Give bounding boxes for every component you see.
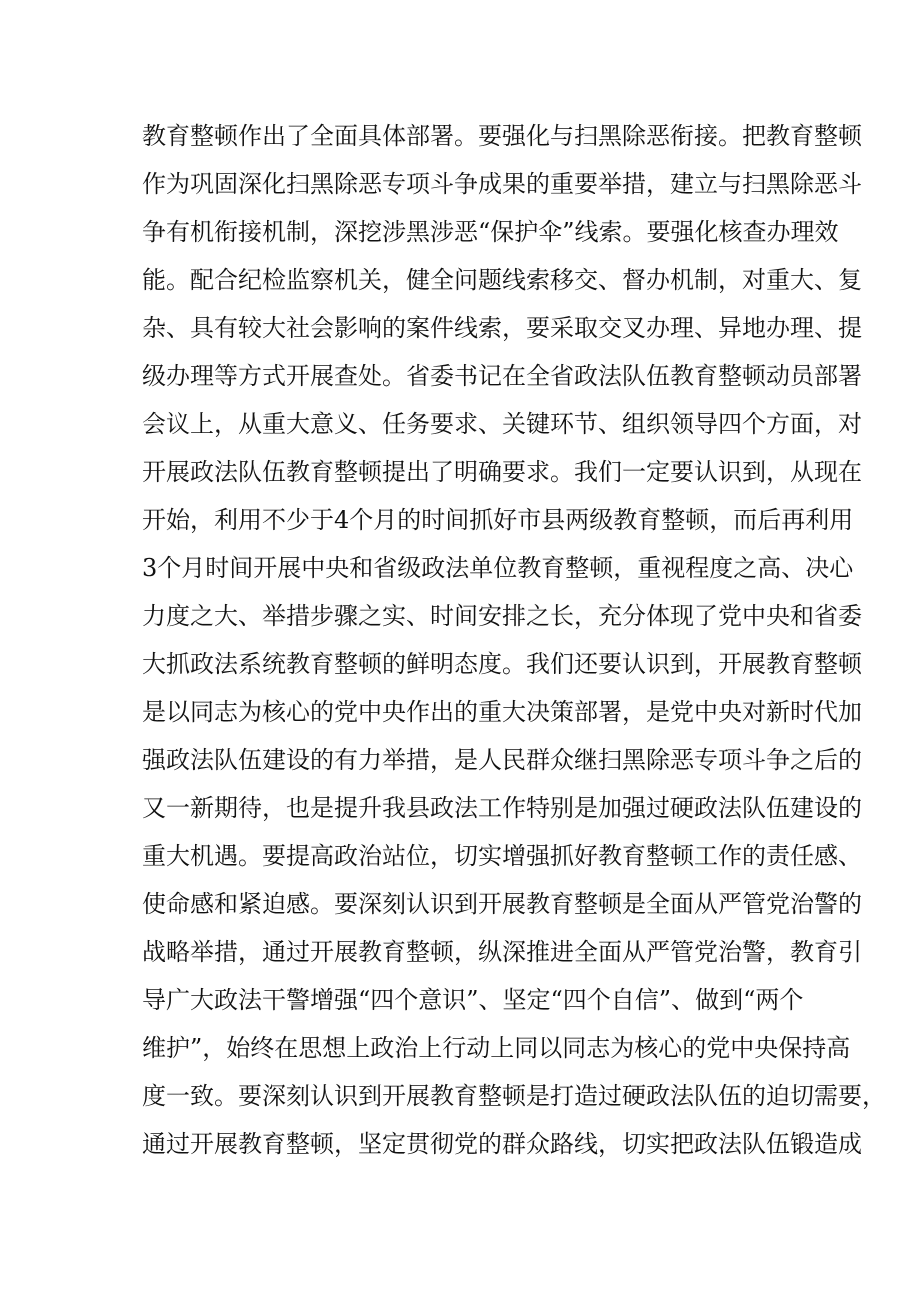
text-line-9: 开始，利用不少于4个月的时间抓好市县两级教育整顿，而后再利用 <box>142 506 854 534</box>
text-line-22: 通过开展教育整顿，坚定贯彻党的群众路线，切实把政法队伍锻造成 <box>142 1130 862 1158</box>
text-line-5: 杂、具有较大社会影响的案件线索，要采取交叉办理、异地办理、提 <box>142 314 862 342</box>
text-line-3: 争有机衔接机制，深挖涉黑涉恶“保护伞”线索。要强化核查办理效 <box>142 218 839 246</box>
text-line-14: 强政法队伍建设的有力举措，是人民群众继扫黑除恶专项斗争之后的 <box>142 746 862 774</box>
text-line-17: 使命感和紧迫感。要深刻认识到开展教育整顿是全面从严管党治警的 <box>142 890 862 918</box>
text-line-13: 是以同志为核心的党中央作出的重大决策部署，是党中央对新时代加 <box>142 698 862 726</box>
text-line-12: 大抓政法系统教育整顿的鲜明态度。我们还要认识到，开展教育整顿 <box>142 650 862 678</box>
text-line-15: 又一新期待，也是提升我县政法工作特别是加强过硬政法队伍建设的 <box>142 794 862 822</box>
text-line-1: 教育整顿作出了全面具体部署。要强化与扫黑除恶衔接。把教育整顿 <box>142 122 862 150</box>
text-line-10: 3个月时间开展中央和省级政法单位教育整顿，重视程度之高、决心 <box>142 554 854 582</box>
text-line-18: 战略举措，通过开展教育整顿，纵深推进全面从严管党治警，教育引 <box>142 938 862 966</box>
text-line-8: 开展政法队伍教育整顿提出了明确要求。我们一定要认识到，从现在 <box>142 458 862 486</box>
text-line-4: 能。配合纪检监察机关，健全问题线索移交、督办机制，对重大、复 <box>142 266 862 294</box>
text-line-16: 重大机遇。要提高政治站位，切实增强抓好教育整顿工作的责任感、 <box>142 842 862 870</box>
text-line-6: 级办理等方式开展查处。省委书记在全省政法队伍教育整顿动员部署 <box>142 362 862 390</box>
text-line-2: 作为巩固深化扫黑除恶专项斗争成果的重要举措，建立与扫黑除恶斗 <box>142 170 862 198</box>
text-line-19: 导广大政法干警增强“四个意识”、坚定“四个自信”、做到“两个 <box>142 986 804 1014</box>
text-line-7: 会议上，从重大意义、任务要求、关键环节、组织领导四个方面，对 <box>142 410 862 438</box>
text-line-21: 度一致。要深刻认识到开展教育整顿是打造过硬政法队伍的迫切需要， <box>142 1082 886 1110</box>
text-line-20: 维护”，始终在思想上政治上行动上同以同志为核心的党中央保持高 <box>142 1034 851 1062</box>
body-text <box>142 112 886 1168</box>
text-line-11: 力度之大、举措步骤之实、时间安排之长，充分体现了党中央和省委 <box>142 602 862 630</box>
